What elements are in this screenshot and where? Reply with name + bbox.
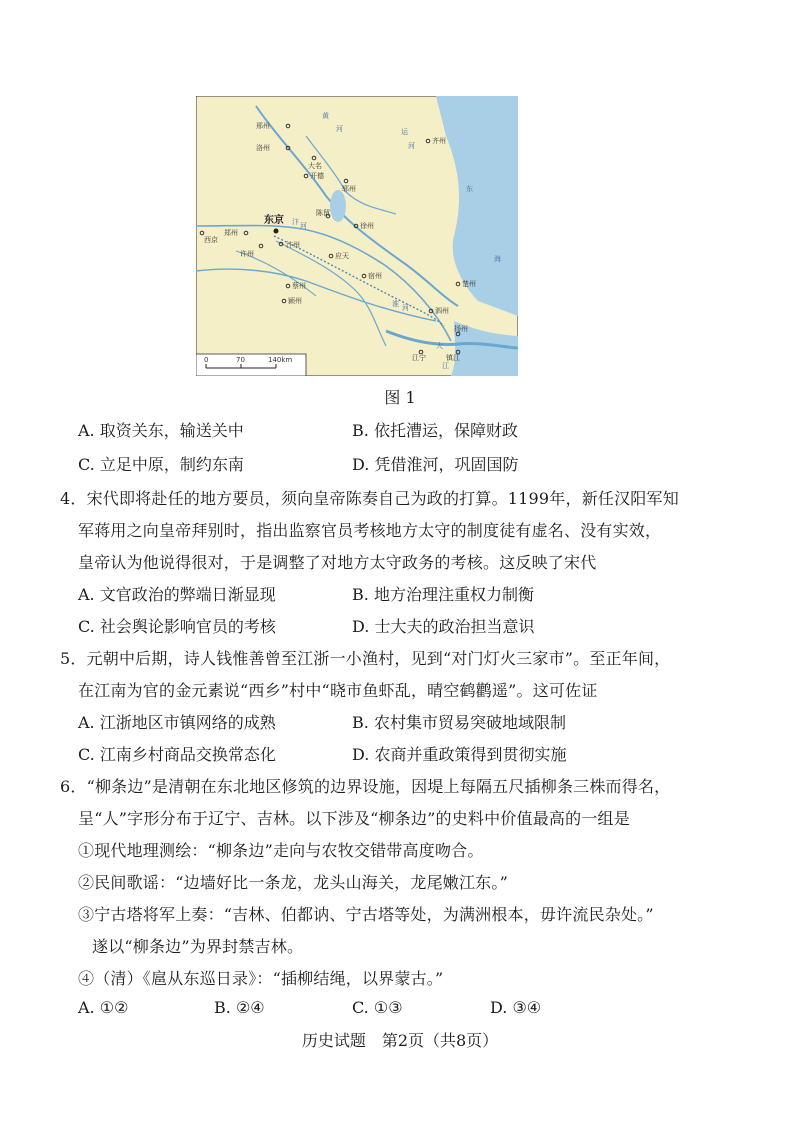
q3-option-c[interactable]: C. 立足中原，制约东南 (78, 455, 244, 474)
q6-stem-line: 6．“柳条边”是清朝在东北地区修筑的边界设施，因堤上每隔五尺插柳条三株而得名， (60, 777, 671, 796)
q6-option-c[interactable]: C. ①③ (352, 998, 403, 1017)
q4-stem-line: 军蒋用之向皇帝拜别时，指出监察官员考核地方太守的制度徒有虚名、没有实效， (78, 521, 662, 540)
q6-option-b[interactable]: B. ②④ (214, 998, 265, 1017)
city-label: 泗州 (435, 307, 449, 315)
city-label: 宿州 (368, 272, 382, 280)
q5-stem-line: 在江南为官的金元素说“西乡”村中“晓市鱼虾乱，晴空鹤鹳遥”。这可佐证 (78, 681, 598, 700)
city-label: 镇江 (446, 354, 460, 362)
river-char: 河 (402, 304, 409, 312)
q4-option-a[interactable]: A. 文官政治的弊端日渐显现 (78, 585, 276, 604)
river-char: 淮 (392, 300, 399, 308)
q6-option-d[interactable]: D. ③④ (490, 998, 542, 1017)
city-label: 蔡州 (292, 282, 306, 290)
river-char: 河 (300, 222, 307, 230)
city-label: 颍州 (288, 297, 302, 305)
sea-char: 海 (494, 255, 501, 263)
svg-text:140km: 140km (268, 356, 293, 364)
city-label: 郑州 (224, 229, 238, 237)
figure-caption: 图 1 (384, 388, 416, 407)
city-label: 郓州 (342, 185, 356, 193)
q6-source-4: ④（清）《扈从东巡日录》：“插柳结绳，以界蒙古。” (78, 969, 444, 988)
q5-option-c[interactable]: C. 江南乡村商品交换常态化 (78, 745, 276, 764)
q4-option-d[interactable]: D. 士大夫的政治担当意识 (352, 617, 535, 636)
city-label: 应天 (335, 252, 349, 260)
city-label: 江宁 (412, 354, 426, 362)
river-char: 大 (436, 342, 443, 350)
q5-option-d[interactable]: D. 农商并重政策得到贯彻实施 (352, 745, 567, 764)
city-label: 许州 (240, 250, 254, 258)
q6-source-2: ②民间歌谣：“边墙好比一条龙，龙头山海关，龙尾嫩江东。” (78, 873, 508, 892)
city-label: 汴州 (286, 241, 300, 249)
q5-option-b[interactable]: B. 农村集市贸易突破地域限制 (352, 713, 566, 732)
city-label: 陈留 (316, 209, 330, 217)
q6-source-3: ③宁古塔将军上奏：“吉林、伯都讷、宁古塔等处，为满洲根本，毋许流民杂处。” (78, 905, 654, 924)
q4-stem-line: 皇帝认为他说得很对，于是调整了对地方太守政务的考核。这反映了宋代 (78, 553, 597, 572)
city-label: 洛州 (256, 144, 270, 152)
river-char: 河 (408, 142, 415, 150)
city-label: 邢州 (256, 122, 270, 130)
q5-stem-line: 5．元朝中后期，诗人钱惟善曾至江浙一小渔村，见到“对门灯火三家市”。至正年间， (60, 649, 671, 668)
city-label: 开德 (310, 172, 324, 180)
city-label: 扬州 (454, 325, 468, 333)
river-char: 运 (401, 128, 408, 136)
page-footer: 历史试题 第2页（共8页） (301, 1031, 499, 1050)
river-char: 河 (336, 125, 343, 133)
q3-option-a[interactable]: A. 取资关东，输送关中 (78, 421, 244, 440)
svg-text:0: 0 (204, 356, 209, 364)
song-canal-map (196, 96, 518, 376)
city-label: 大名 (308, 162, 322, 170)
q3-option-b[interactable]: B. 依托漕运，保障财政 (352, 421, 518, 440)
city-label: 齐州 (432, 137, 446, 145)
city-label: 楚州 (462, 280, 476, 288)
figure-1-map (196, 96, 518, 376)
q5-option-a[interactable]: A. 江浙地区市镇网络的成熟 (78, 713, 276, 732)
sea-char: 东 (466, 185, 473, 193)
river-char: 汴 (292, 218, 299, 226)
q3-option-d[interactable]: D. 凭借淮河，巩固国防 (352, 455, 519, 474)
city-label: 徐州 (360, 222, 374, 230)
capital-label: 东京 (264, 215, 284, 226)
river-char: 黄 (322, 112, 329, 120)
q6-stem-line: 呈“人”字形分布于辽宁、吉林。以下涉及“柳条边”的史料中价值最高的一组是 (78, 809, 630, 828)
q6-option-a[interactable]: A. ①② (78, 998, 129, 1017)
q4-option-b[interactable]: B. 地方治理注重权力制衡 (352, 585, 534, 604)
q6-source-3-cont: 遂以“柳条边”为界封禁吉林。 (92, 937, 304, 956)
q6-source-1: ①现代地理测绘：“柳条边”走向与农牧交错带高度吻合。 (78, 841, 484, 860)
q4-stem-line: 4．宋代即将赴任的地方要员，须向皇帝陈奏自己为政的打算。1199年，新任汉阳军知 (60, 489, 679, 508)
river-char: 江 (442, 362, 449, 370)
scale-bar (196, 354, 306, 376)
svg-text:70: 70 (236, 356, 245, 364)
city-label: 西京 (204, 236, 218, 244)
q4-option-c[interactable]: C. 社会舆论影响官员的考核 (78, 617, 276, 636)
